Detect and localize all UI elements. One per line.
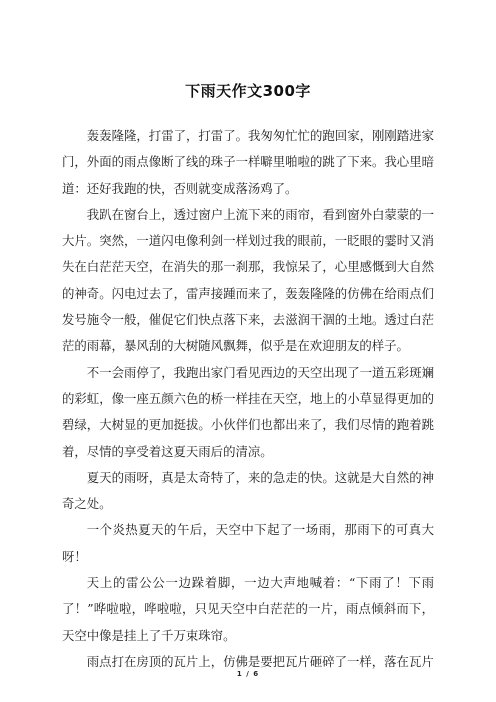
paragraph: 夏天的雨呀，真是太奇特了，来的急走的快。这就是大自然的神奇之处。 <box>62 469 434 512</box>
page-number: 1 / 6 <box>236 670 260 678</box>
paragraph: 天上的雷公公一边跺着脚，一边大声地喊着：“下雨了！下雨了！”哗啦啦，哗啦啦，只见天空中白茫茫的一片，雨点倾斜而下，天空中像是挂上了千万束珠帘。 <box>62 575 434 643</box>
paragraph: 不一会雨停了，我跑出家门看见西边的天空出现了一道五彩斑斓的彩虹，像一座五颜六色的桥一样挂在天空，地上的小草显得更加的碧绿，大树显的更加挺拔。小伙伴们也都出来了，我们尽情的跑着跳着，尽情的享受着这夏天雨后的清凉。 <box>62 364 434 459</box>
paragraph: 一个炎热夏天的午后，天空中下起了一场雨，那雨下的可真大呀！ <box>62 522 434 564</box>
paragraph: 轰轰隆隆，打雷了，打雷了。我匆匆忙忙的跑回家，刚刚踏进家门，外面的雨点像断了线的珠子一样噼里啪啦的跳了下来。我心里暗道：还好我跑的快，否则就变成落汤鸡了。 <box>62 128 434 196</box>
document-body <box>62 123 434 675</box>
paragraph: 我趴在窗台上，透过窗户上流下来的雨帘，看到窗外白蒙蒙的一大片。突然，一道闪电像利剑一样划过我的眼前，一眨眼的霎时又消失在白茫茫天空，在消失的那一刹那，我惊呆了，心里感慨到大自然的神奇。闪电过去了，雷声接踵而来了，轰轰隆隆的仿佛在给雨点们发号施令一般，催促它们快点落下来，去滋润干涸的土地。透过白茫茫的雨幕，暴风刮的大树随风飘舞，似乎是在欢迎朋友的样子。 <box>62 206 434 354</box>
paragraph: 雨点打在房顶的瓦片上，仿佛是要把瓦片砸碎了一样，落在瓦片 <box>86 653 434 669</box>
document-title: 下雨天作文300字 <box>185 82 311 100</box>
